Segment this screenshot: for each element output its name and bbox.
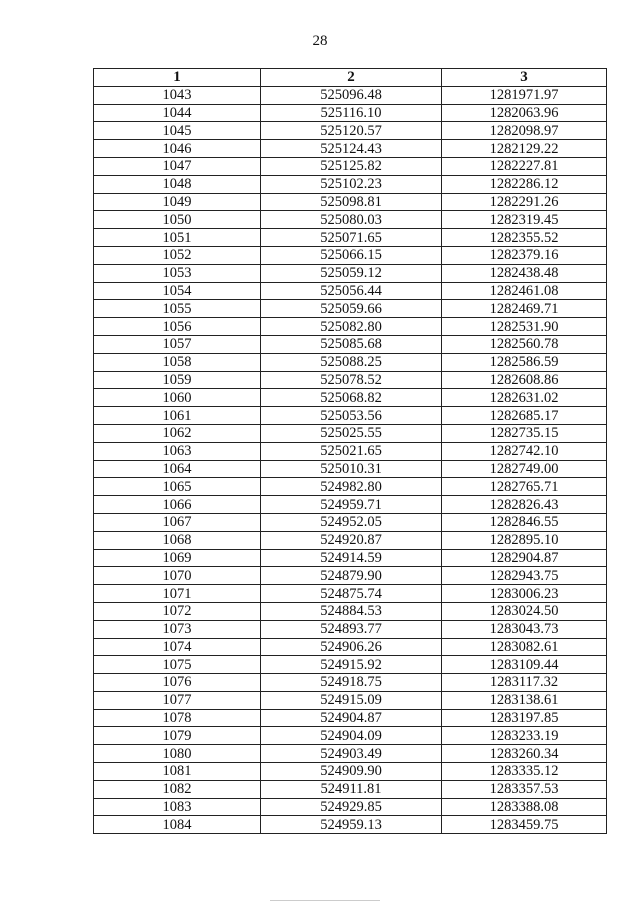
point-number-cell: 1066: [94, 496, 261, 514]
point-number-cell: 1055: [94, 300, 261, 318]
coordinate-x-cell: 524920.87: [261, 531, 442, 549]
point-number-cell: 1049: [94, 193, 261, 211]
table-row: [94, 229, 607, 247]
point-number-cell: 1044: [94, 104, 261, 122]
table-row: [94, 763, 607, 781]
table-row: [94, 175, 607, 193]
coordinate-y-cell: 1282560.78: [442, 335, 607, 353]
coordinate-y-cell: 1282685.17: [442, 407, 607, 425]
coordinate-y-cell: 1283335.12: [442, 763, 607, 781]
table-row: [94, 496, 607, 514]
point-number-cell: 1078: [94, 709, 261, 727]
point-number-cell: 1069: [94, 549, 261, 567]
coordinate-x-cell: 525082.80: [261, 318, 442, 336]
coordinate-x-cell: 524915.09: [261, 691, 442, 709]
point-number-cell: 1073: [94, 620, 261, 638]
coordinate-x-cell: 525059.12: [261, 264, 442, 282]
coordinate-x-cell: 524918.75: [261, 674, 442, 692]
coordinate-y-cell: 1282749.00: [442, 460, 607, 478]
point-number-cell: 1059: [94, 371, 261, 389]
coordinate-y-cell: 1282319.45: [442, 211, 607, 229]
coordinate-y-cell: 1282742.10: [442, 442, 607, 460]
point-number-cell: 1052: [94, 246, 261, 264]
table-header-row: [94, 69, 607, 87]
table-row: [94, 335, 607, 353]
table-row: [94, 745, 607, 763]
coordinate-x-cell: 524915.92: [261, 656, 442, 674]
coordinate-x-cell: 524911.81: [261, 780, 442, 798]
coordinate-y-cell: 1283109.44: [442, 656, 607, 674]
coordinate-x-cell: 524909.90: [261, 763, 442, 781]
coordinate-y-cell: 1282098.97: [442, 122, 607, 140]
coordinate-y-cell: 1283197.85: [442, 709, 607, 727]
table-row: [94, 531, 607, 549]
point-number-cell: 1071: [94, 585, 261, 603]
coordinate-y-cell: 1283117.32: [442, 674, 607, 692]
table-row: [94, 602, 607, 620]
table-row: [94, 780, 607, 798]
point-number-cell: 1072: [94, 602, 261, 620]
point-number-cell: 1068: [94, 531, 261, 549]
table-row: [94, 353, 607, 371]
coordinate-y-cell: 1283459.75: [442, 816, 607, 834]
table-row: [94, 585, 607, 603]
table-row: [94, 816, 607, 834]
point-number-cell: 1048: [94, 175, 261, 193]
coordinate-y-cell: 1282469.71: [442, 300, 607, 318]
table-row: [94, 638, 607, 656]
table-row: [94, 246, 607, 264]
table-row: [94, 442, 607, 460]
coordinate-y-cell: 1283138.61: [442, 691, 607, 709]
coordinate-x-cell: 524906.26: [261, 638, 442, 656]
point-number-cell: 1056: [94, 318, 261, 336]
point-number-cell: 1077: [94, 691, 261, 709]
coordinate-y-cell: 1282286.12: [442, 175, 607, 193]
point-number-cell: 1053: [94, 264, 261, 282]
table-row: [94, 371, 607, 389]
table-row: [94, 727, 607, 745]
coordinate-x-cell: 524982.80: [261, 478, 442, 496]
coordinate-y-cell: 1282438.48: [442, 264, 607, 282]
coordinate-x-cell: 524959.13: [261, 816, 442, 834]
coordinate-x-cell: 525098.81: [261, 193, 442, 211]
point-number-cell: 1084: [94, 816, 261, 834]
coordinate-y-cell: 1282531.90: [442, 318, 607, 336]
table-body: [94, 86, 607, 833]
coordinate-y-cell: 1282461.08: [442, 282, 607, 300]
coordinate-x-cell: 524914.59: [261, 549, 442, 567]
page-bottom-edge: [270, 900, 380, 901]
column-header-3: 3: [442, 69, 607, 87]
coordinate-y-cell: 1282129.22: [442, 140, 607, 158]
coordinate-y-cell: 1282291.26: [442, 193, 607, 211]
coordinate-y-cell: 1282826.43: [442, 496, 607, 514]
point-number-cell: 1080: [94, 745, 261, 763]
table-row: [94, 104, 607, 122]
coordinate-y-cell: 1283260.34: [442, 745, 607, 763]
coordinate-y-cell: 1283357.53: [442, 780, 607, 798]
coordinate-y-cell: 1283388.08: [442, 798, 607, 816]
table-row: [94, 318, 607, 336]
point-number-cell: 1047: [94, 157, 261, 175]
coordinate-x-cell: 525056.44: [261, 282, 442, 300]
coordinate-x-cell: 525085.68: [261, 335, 442, 353]
coordinate-x-cell: 525078.52: [261, 371, 442, 389]
coordinate-y-cell: 1282895.10: [442, 531, 607, 549]
coordinate-x-cell: 525071.65: [261, 229, 442, 247]
table-row: [94, 674, 607, 692]
coordinate-y-cell: 1282631.02: [442, 389, 607, 407]
table-row: [94, 460, 607, 478]
coordinate-x-cell: 524959.71: [261, 496, 442, 514]
column-header-2: 2: [261, 69, 442, 87]
point-number-cell: 1074: [94, 638, 261, 656]
point-number-cell: 1062: [94, 424, 261, 442]
coordinate-y-cell: 1282765.71: [442, 478, 607, 496]
coordinates-table: [93, 68, 607, 834]
coordinate-x-cell: 525124.43: [261, 140, 442, 158]
point-number-cell: 1081: [94, 763, 261, 781]
coordinate-x-cell: 525088.25: [261, 353, 442, 371]
coordinate-y-cell: 1282063.96: [442, 104, 607, 122]
table-row: [94, 567, 607, 585]
table-row: [94, 122, 607, 140]
coordinate-y-cell: 1283006.23: [442, 585, 607, 603]
coordinate-y-cell: 1282846.55: [442, 513, 607, 531]
point-number-cell: 1045: [94, 122, 261, 140]
table-row: [94, 407, 607, 425]
coordinate-y-cell: 1282355.52: [442, 229, 607, 247]
table-row: [94, 656, 607, 674]
page-number: 28: [312, 33, 328, 49]
coordinate-x-cell: 525116.10: [261, 104, 442, 122]
table-row: [94, 798, 607, 816]
coordinate-y-cell: 1283024.50: [442, 602, 607, 620]
table-row: [94, 549, 607, 567]
table-row: [94, 513, 607, 531]
point-number-cell: 1051: [94, 229, 261, 247]
table-row: [94, 157, 607, 175]
point-number-cell: 1065: [94, 478, 261, 496]
coordinate-x-cell: 525053.56: [261, 407, 442, 425]
coordinate-y-cell: 1283233.19: [442, 727, 607, 745]
column-header-1: 1: [94, 69, 261, 87]
table-row: [94, 193, 607, 211]
coordinate-x-cell: 525010.31: [261, 460, 442, 478]
table-row: [94, 300, 607, 318]
point-number-cell: 1061: [94, 407, 261, 425]
point-number-cell: 1050: [94, 211, 261, 229]
coordinate-y-cell: 1282904.87: [442, 549, 607, 567]
point-number-cell: 1076: [94, 674, 261, 692]
table-row: [94, 140, 607, 158]
coordinate-y-cell: 1282586.59: [442, 353, 607, 371]
coordinate-x-cell: 524893.77: [261, 620, 442, 638]
coordinate-x-cell: 525068.82: [261, 389, 442, 407]
point-number-cell: 1070: [94, 567, 261, 585]
point-number-cell: 1060: [94, 389, 261, 407]
table-row: [94, 709, 607, 727]
table-row: [94, 691, 607, 709]
coordinate-x-cell: 524884.53: [261, 602, 442, 620]
point-number-cell: 1063: [94, 442, 261, 460]
coordinate-x-cell: 525059.66: [261, 300, 442, 318]
point-number-cell: 1067: [94, 513, 261, 531]
point-number-cell: 1043: [94, 86, 261, 104]
coordinate-y-cell: 1282608.86: [442, 371, 607, 389]
coordinate-x-cell: 525096.48: [261, 86, 442, 104]
point-number-cell: 1082: [94, 780, 261, 798]
point-number-cell: 1064: [94, 460, 261, 478]
coordinate-y-cell: 1283082.61: [442, 638, 607, 656]
coordinate-x-cell: 525066.15: [261, 246, 442, 264]
coordinate-x-cell: 525102.23: [261, 175, 442, 193]
coordinate-y-cell: 1282943.75: [442, 567, 607, 585]
point-number-cell: 1083: [94, 798, 261, 816]
coordinate-y-cell: 1282379.16: [442, 246, 607, 264]
coordinate-x-cell: 525025.55: [261, 424, 442, 442]
point-number-cell: 1046: [94, 140, 261, 158]
table-row: [94, 264, 607, 282]
coordinate-x-cell: 524904.09: [261, 727, 442, 745]
coordinate-y-cell: 1283043.73: [442, 620, 607, 638]
point-number-cell: 1075: [94, 656, 261, 674]
coordinate-y-cell: 1282227.81: [442, 157, 607, 175]
table-row: [94, 211, 607, 229]
point-number-cell: 1079: [94, 727, 261, 745]
coordinate-x-cell: 525021.65: [261, 442, 442, 460]
coordinate-x-cell: 524904.87: [261, 709, 442, 727]
table-row: [94, 620, 607, 638]
coordinate-x-cell: 524879.90: [261, 567, 442, 585]
coordinate-x-cell: 524875.74: [261, 585, 442, 603]
coordinate-y-cell: 1281971.97: [442, 86, 607, 104]
coordinate-x-cell: 525080.03: [261, 211, 442, 229]
coordinate-x-cell: 524903.49: [261, 745, 442, 763]
table-row: [94, 282, 607, 300]
coordinate-x-cell: 525125.82: [261, 157, 442, 175]
point-number-cell: 1054: [94, 282, 261, 300]
point-number-cell: 1057: [94, 335, 261, 353]
table-row: [94, 424, 607, 442]
table-row: [94, 86, 607, 104]
coordinate-x-cell: 524952.05: [261, 513, 442, 531]
table-row: [94, 389, 607, 407]
point-number-cell: 1058: [94, 353, 261, 371]
coordinate-x-cell: 524929.85: [261, 798, 442, 816]
coordinate-x-cell: 525120.57: [261, 122, 442, 140]
coordinate-y-cell: 1282735.15: [442, 424, 607, 442]
table-row: [94, 478, 607, 496]
